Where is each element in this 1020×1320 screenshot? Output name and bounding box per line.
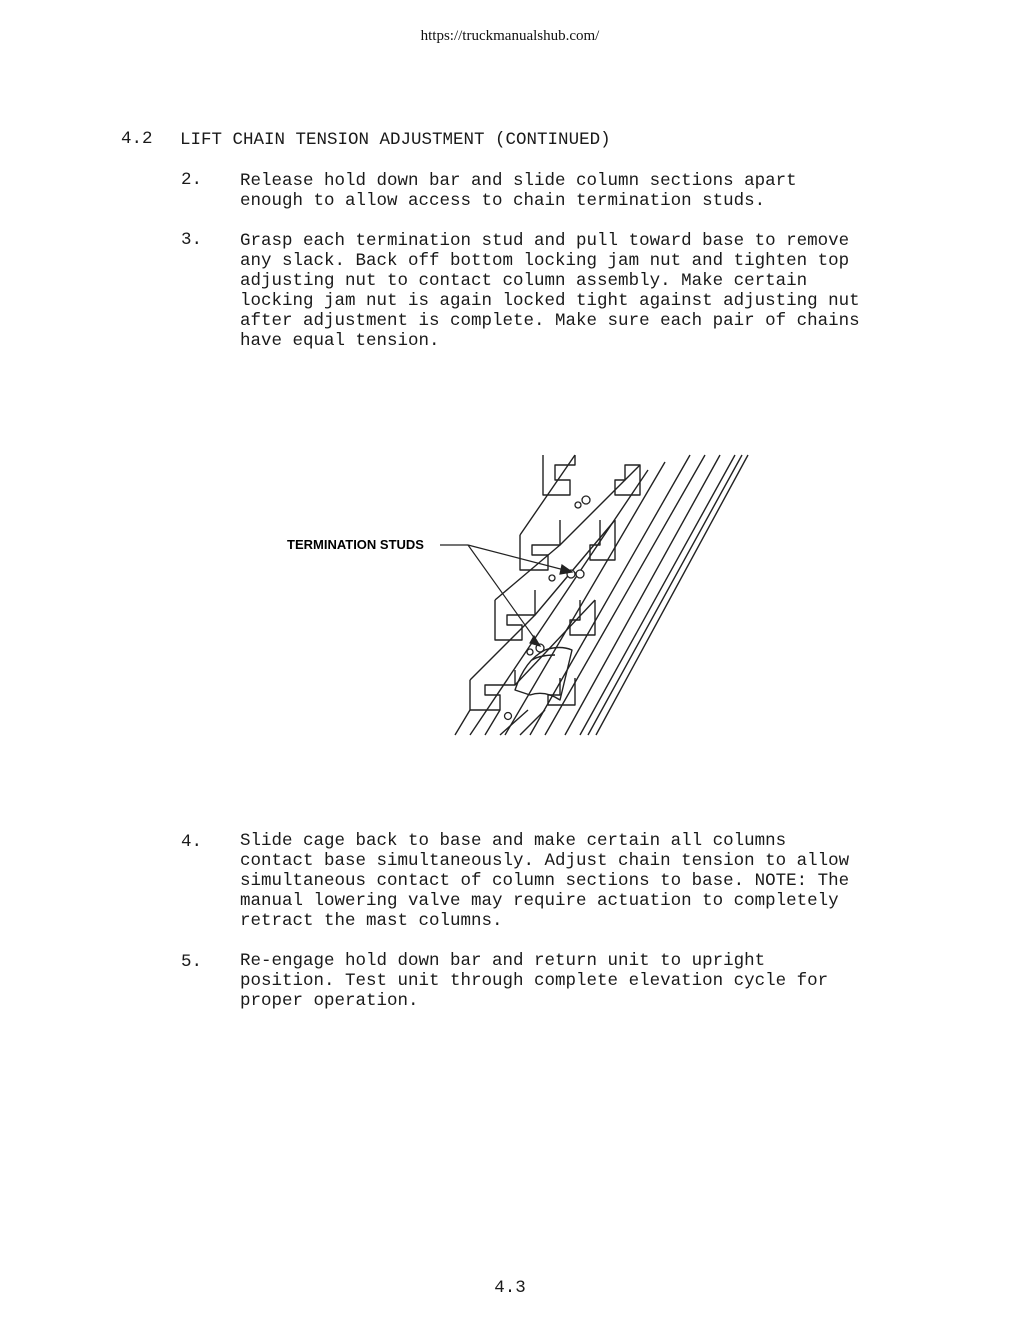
termination-studs-figure — [280, 445, 760, 745]
step-5-number: 5. — [181, 952, 203, 972]
step-4-text: Slide cage back to base and make certain all columns contact base simultaneously. Adjust chain tension to allow simultaneous contact of column sections to base. NOTE: The manual lowering valve may require actuation to completely retract the mast columns. — [240, 831, 850, 931]
section-title: LIFT CHAIN TENSION ADJUSTMENT (CONTINUED) — [180, 130, 611, 150]
step-3-number: 3. — [181, 230, 203, 250]
page-number: 4.3 — [494, 1278, 526, 1298]
step-2-number: 2. — [181, 170, 203, 190]
step-2-text: Release hold down bar and slide column sections apart enough to allow access to chain termination studs. — [240, 171, 797, 211]
section-number: 4.2 — [121, 129, 153, 149]
step-5-text: Re-engage hold down bar and return unit to upright position. Test unit through complete elevation cycle for proper operation. — [240, 951, 829, 1011]
figure-label: TERMINATION STUDS — [287, 537, 424, 552]
step-3-text: Grasp each termination stud and pull toward base to remove any slack. Back off bottom locking jam nut and tighten top adjusting nut to contact column assembly. Make certain locking jam nut is again locked tight against adjusting nut after adjustment is complete. Make sure each pair of chains have equal tension. — [240, 231, 860, 351]
step-4-number: 4. — [181, 832, 203, 852]
source-url: https://truckmanualshub.com/ — [420, 28, 600, 44]
